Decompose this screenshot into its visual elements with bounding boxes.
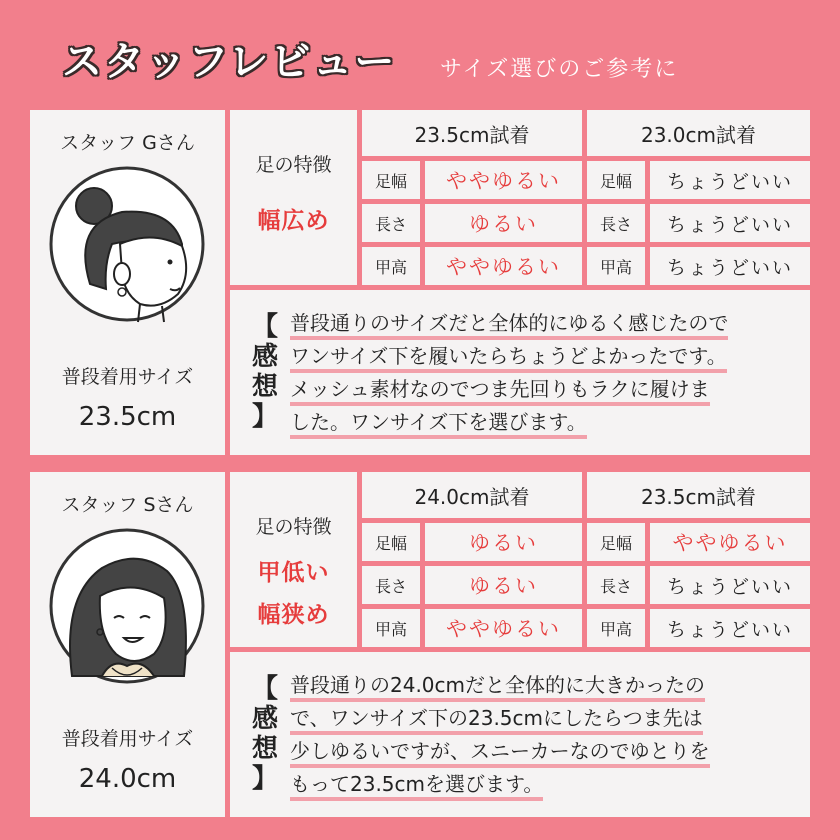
staff-profile	[30, 110, 225, 455]
row-value-a: ややゆるい	[425, 161, 582, 199]
impression-line: もって23.5cmを選びます。	[290, 772, 543, 801]
impression-line: 普段通りのサイズだと全体的にゆるく感じたので	[290, 311, 728, 340]
foot-feature-value: 甲低い	[257, 560, 330, 586]
staff-name: スタッフ Gさん	[60, 132, 195, 154]
foot-feature-value: 幅狭め	[257, 602, 330, 628]
impression-line: で、ワンサイズ下の23.5cmにしたらつま先は	[290, 706, 703, 735]
row-key: 長さ	[362, 566, 420, 604]
row-value-a: ややゆるい	[425, 247, 582, 285]
usual-size-value: 23.5cm	[78, 402, 177, 432]
row-key: 長さ	[587, 204, 645, 242]
review-card-g	[30, 110, 810, 455]
row-value-a: ゆるい	[425, 204, 582, 242]
row-key: 足幅	[362, 161, 420, 199]
impression-line: 少しゆるいですが、スニーカーなのでゆとりを	[290, 739, 710, 768]
impression-line: した。ワンサイズ下を選びます。	[290, 410, 587, 439]
usual-size-label: 普段着用サイズ	[61, 728, 194, 750]
row-value-b: ちょうどいい	[650, 609, 810, 647]
row-value-a: ゆるい	[425, 566, 582, 604]
header	[0, 0, 840, 100]
row-value-a: ややゆるい	[425, 609, 582, 647]
size-a-header: 24.0cm試着	[362, 472, 582, 518]
row-value-b: ややゆるい	[650, 523, 810, 561]
row-value-b: ちょうどいい	[650, 161, 810, 199]
row-key: 足幅	[362, 523, 420, 561]
row-key: 甲高	[587, 247, 645, 285]
row-value-b: ちょうどいい	[650, 247, 810, 285]
row-key: 足幅	[587, 523, 645, 561]
row-key: 甲高	[362, 247, 420, 285]
size-b-header: 23.5cm試着	[587, 472, 810, 518]
row-key: 長さ	[587, 566, 645, 604]
impression-line: メッシュ素材なのでつま先回りもラクに履けま	[290, 377, 710, 406]
row-key: 長さ	[362, 204, 420, 242]
staff-name: スタッフ Sさん	[61, 494, 194, 516]
impression-label: 【 感 想 】	[251, 312, 278, 432]
impression-line: 普段通りの24.0cmだと全体的に大きかったの	[290, 673, 705, 702]
foot-feature-panel	[230, 110, 357, 285]
page-title: スタッフレビュー	[62, 39, 397, 85]
foot-feature-panel	[230, 472, 357, 647]
impression-line: ワンサイズ下を履いたらちょうどよかったです。	[290, 344, 727, 373]
size-b-header: 23.0cm試着	[587, 110, 810, 156]
fit-table	[230, 110, 810, 455]
usual-size-value: 24.0cm	[78, 764, 177, 794]
fit-table	[230, 472, 810, 817]
foot-feature-value: 幅広め	[257, 208, 330, 234]
page-subtitle: サイズ選びのご参考に	[440, 57, 679, 82]
usual-size-label: 普段着用サイズ	[61, 366, 194, 388]
impression-label: 【 感 想 】	[251, 674, 278, 794]
impression-panel	[230, 290, 810, 455]
row-key: 甲高	[362, 609, 420, 647]
row-value-a: ゆるい	[425, 523, 582, 561]
row-key: 足幅	[587, 161, 645, 199]
foot-feature-label: 足の特徴	[255, 154, 332, 176]
size-a-header: 23.5cm試着	[362, 110, 582, 156]
review-card-s	[30, 472, 810, 817]
impression-panel	[230, 652, 810, 817]
staff-avatar	[42, 526, 212, 686]
staff-profile	[30, 472, 225, 817]
row-key: 甲高	[587, 609, 645, 647]
row-value-b: ちょうどいい	[650, 204, 810, 242]
staff-avatar	[42, 164, 212, 324]
row-value-b: ちょうどいい	[650, 566, 810, 604]
foot-feature-label: 足の特徴	[255, 516, 332, 538]
